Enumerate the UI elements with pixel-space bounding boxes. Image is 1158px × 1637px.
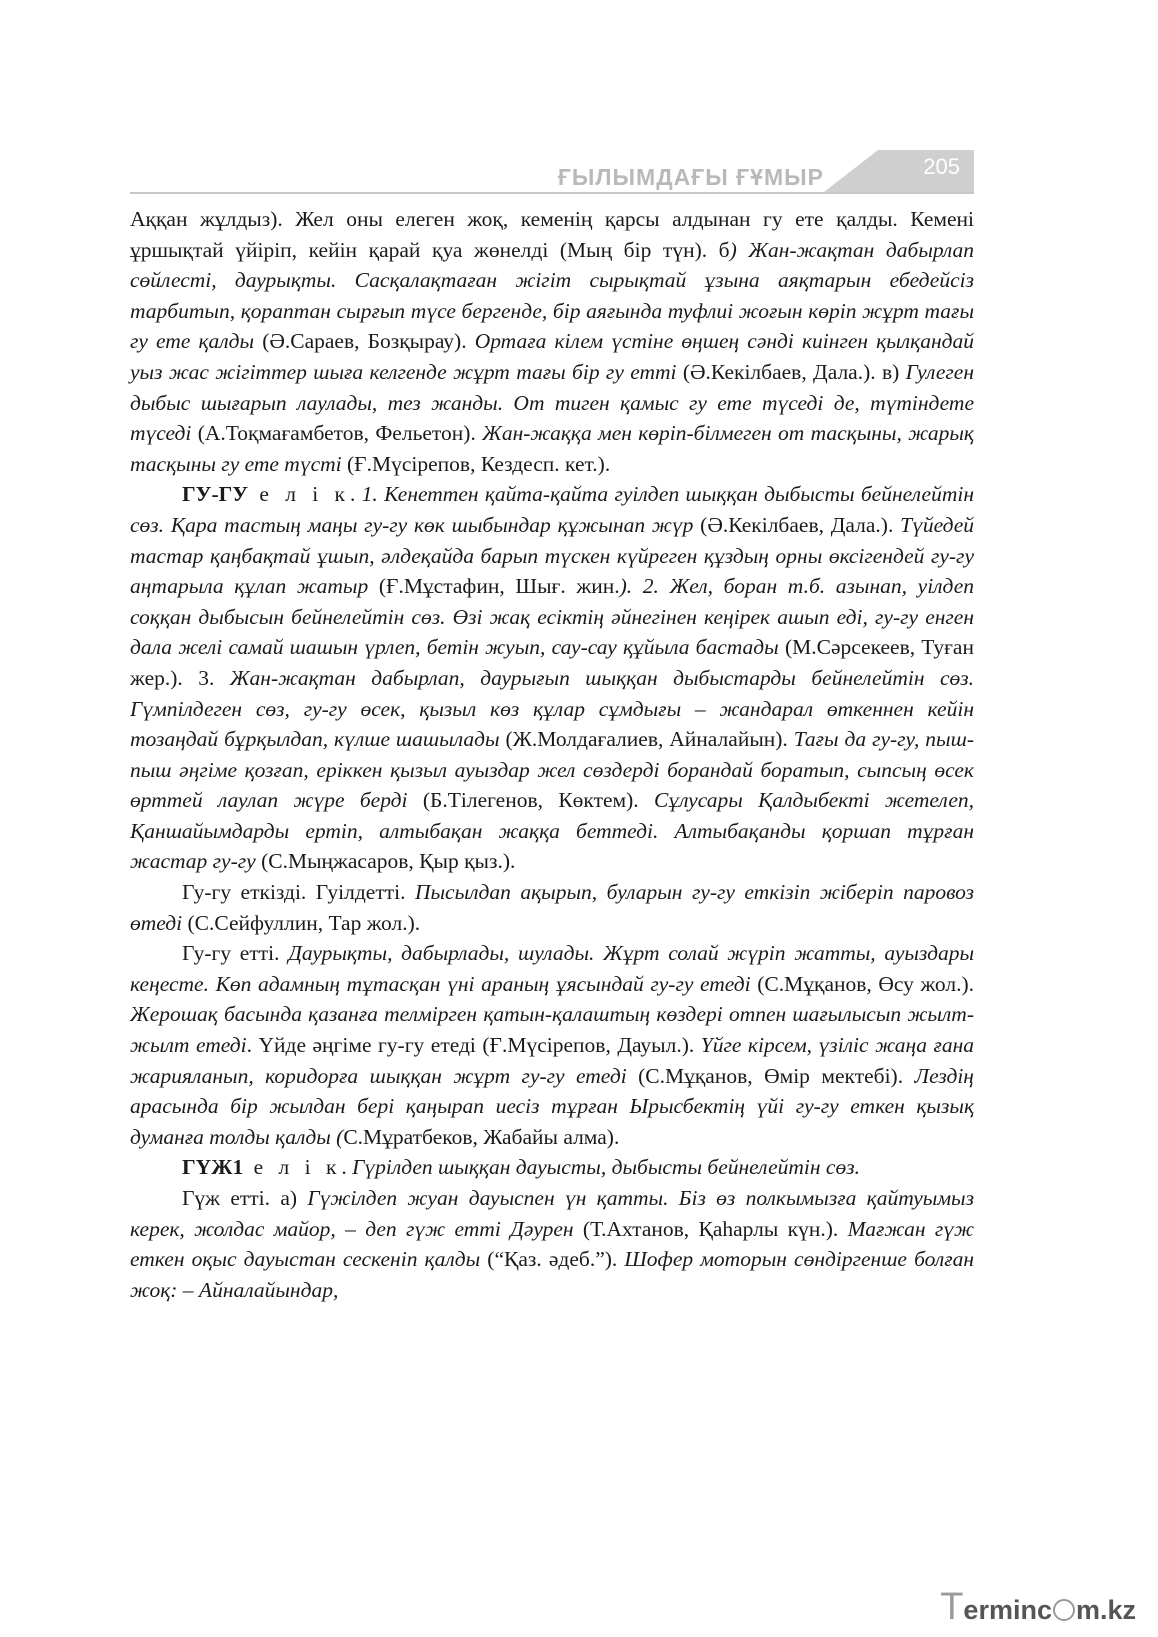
header-rule [130, 192, 974, 194]
text-run: (Ә.Кекілбаев, Дала.). в) [676, 359, 906, 384]
text-run: Жерошақ басында қазанға телмірген қатын-қалаштың көздері отпен шағылысып жылт-жылт етеді [130, 1002, 974, 1058]
text-run: Жан-жаққа мен көріп-білмеген от тасқыны, жарық тасқыны гу ете түсті [130, 421, 974, 476]
text-run: (Ж.Молдағалиев, Айналайын). [499, 727, 794, 752]
entry-gu-gu [130, 479, 974, 877]
text-run: . Үйде әңгіме гу-гу етеді (Ғ.Мүсірепов, Дауыл.). [246, 1033, 701, 1058]
text-run: (С.Сейфуллин, Тар жол.). [182, 910, 421, 935]
text-run: Тағы да гу-гу, пыш-пыш әңгіме қозғап, еріккен қызыл ауыздар жел сөздерді борандай боратып, сыпсың өсек өрттей лаулап жүре берді [130, 727, 975, 813]
text-run: С.Мұратбеков, Жабайы алма). [343, 1124, 620, 1149]
text-run: Гүж етті. а) [182, 1186, 308, 1210]
text-run: Ортаға кілем үстіне өңшең сәнді киінген қылқандай уыз жас жігіттер шыға келгенде жұрт тағы бір гу етті [130, 329, 974, 384]
text-run: . [349, 482, 362, 507]
dictionary-text [130, 204, 974, 1305]
text-run: (Ә.Сараев, Бозқырау). [254, 329, 475, 354]
termincom-watermark-logo [940, 1586, 1136, 1629]
paragraph-1 [130, 204, 974, 479]
text-run: Лездің арасында бір жылдан бері қаңырап иесіз тұрған Ырысбектің үйі гу-гу еткен қызық думанға толды қалды ( [130, 1063, 974, 1149]
page-number: 205 [923, 154, 960, 179]
running-title: ҒЫЛЫМДАҒЫ ҒҰМЫР [557, 164, 824, 190]
text-run: ГҮЖ1 [182, 1155, 244, 1180]
text-run: . [341, 1155, 353, 1180]
text-run: 1. Кенеттен қайта-қайта гуілдеп шыққан дыбысты бейнелейтін сөз. Қара тастың маңы гу-гу көк шыбындар құжынап жүр [130, 482, 974, 537]
text-run: Түйедей тастар қаңбақтай ұшып, әлдеқайда барып түскен күйреген құздың орны өксігендей гу-гу аңтарыла құлап жатыр [130, 512, 975, 599]
text-run: (С.Мұқанов, Өмір мектебі). [626, 1063, 915, 1088]
text-run: Үйге кірсем, үзіліс жаңа ғана жарияланып, коридорға шыққан жұрт гу-гу етеді [130, 1033, 974, 1088]
text-run: Жан-жақтан дабырлап, даурығып шыққан дыбыстарды бейнелейтін сөз. Гүмпілдеген сөз, гу-гу өсек, қызыл көз құлар сұмдығы – жандарал өткеннен кейін тозаңдай бұрқылдап, күлше шашылады [130, 665, 975, 752]
text-run: е л і к [243, 1155, 342, 1180]
text-run: (С.Мыңжасаров, Қыр қыз.). [255, 849, 516, 874]
text-run: Пысылдап ақырып, буларын гу-гу еткізіп жіберіп паровоз өтеді [130, 880, 974, 935]
magnifier-icon [1053, 1599, 1075, 1621]
text-run: Гүжілдеп жуан дауыспен үн қатты. Біз өз полкымызға қайтуымыз керек, жолдас майор, – деп гүж етті Дәурен [130, 1186, 974, 1241]
subentry-guzh-etti [130, 1183, 974, 1305]
text-run: (Т.Ахтанов, Қаһарлы күн.). [573, 1216, 848, 1241]
text-run: ). 2. Жел, боран т.б. азынап, уілдеп соққан дыбысын бейнелейтін сөз. Өзі жақ есіктің әйнегінен кеңірек ашып еді, гу-гу енген дала желі самай шашын үрлеп, бетін жуып, сау-сау құйыла бастады [130, 574, 974, 660]
text-run: (С.Мұқанов, Өсу жол.). [750, 971, 974, 996]
text-run: (Ғ.Мүсірепов, Кездесп. кет.). [341, 451, 611, 476]
text-run: ) Жан-жақтан дабырлап сөйлесті, даурықты. Сасқалақтаған жігіт сырықтай ұзына аяқтарын ебедейсіз тарбитып, қораптан сырғып түсе бергенде, бір аяғында туфлиі жоғын көріп жұрт тағы гу ете қалды [130, 237, 974, 354]
text-run: Мағжан гүж еткен оқыс дауыстан сескеніп қалды [130, 1216, 974, 1272]
entry-guzh1 [130, 1152, 974, 1183]
subentry-gu-gu-etkizdi [130, 877, 974, 938]
text-run: ГУ-ГУ [182, 482, 249, 507]
text-run: Шофер моторын сөндіргенше болған жоқ: – Айналайындар, [130, 1247, 974, 1302]
watermark-middle: erminc [963, 1595, 1052, 1625]
text-run: (Ғ.Мұстафин, Шығ. жин. [368, 574, 620, 599]
text-run: Даурықты, дабырлады, шулады. Жұрт солай жүріп жатты, ауыздары кеңесте. Көп адамның тұтасқан үні араның ұясындай гу-гу етеді [130, 941, 975, 996]
text-run: Гулеген дыбыс шығарып лаулады, тез жанды. От тиген қамыс гу ете түседі де, түтіндете түседі [130, 359, 974, 446]
running-header [130, 150, 974, 194]
watermark-first: T [940, 1586, 964, 1628]
text-run: Гу-гу еткізді. Гуілдетті. [182, 880, 415, 905]
text-run: Сұлусары Қалдыбекті жетелеп, Қаншайымдарды ертіп, алтыбақан жаққа беттеді. Алтыбақанды қоршап тұрған жастар гу-гу [130, 788, 975, 874]
text-run: (А.Тоқмағамбетов, Фельетон). [191, 421, 483, 446]
text-run: (Б.Тілегенов, Көктем). [407, 788, 654, 813]
text-run: (Ә.Кекілбаев, Дала.). [693, 512, 901, 537]
text-run: (М.Сәрсекеев, Туған жер.). 3. [130, 635, 974, 690]
text-run: (“Қаз. әдеб.”). [480, 1247, 625, 1272]
text-run: Гүрілдеп шыққан дауысты, дыбысты бейнелейтін сөз. [352, 1155, 860, 1180]
text-run: Гу-гу етті. [182, 941, 289, 966]
watermark-last: m.kz [1075, 1595, 1136, 1625]
text-run: е л і к [248, 482, 350, 507]
text-run: Аққан жұлдыз). Жел оны елеген жоқ, кеменің қарсы алдынан гу ете қалды. Кемені ұршықтай үйіріп, кейін қарай қуа жөнелді (Мың бір түн). б [130, 207, 974, 262]
subentry-gu-gu-etti [130, 938, 974, 1152]
